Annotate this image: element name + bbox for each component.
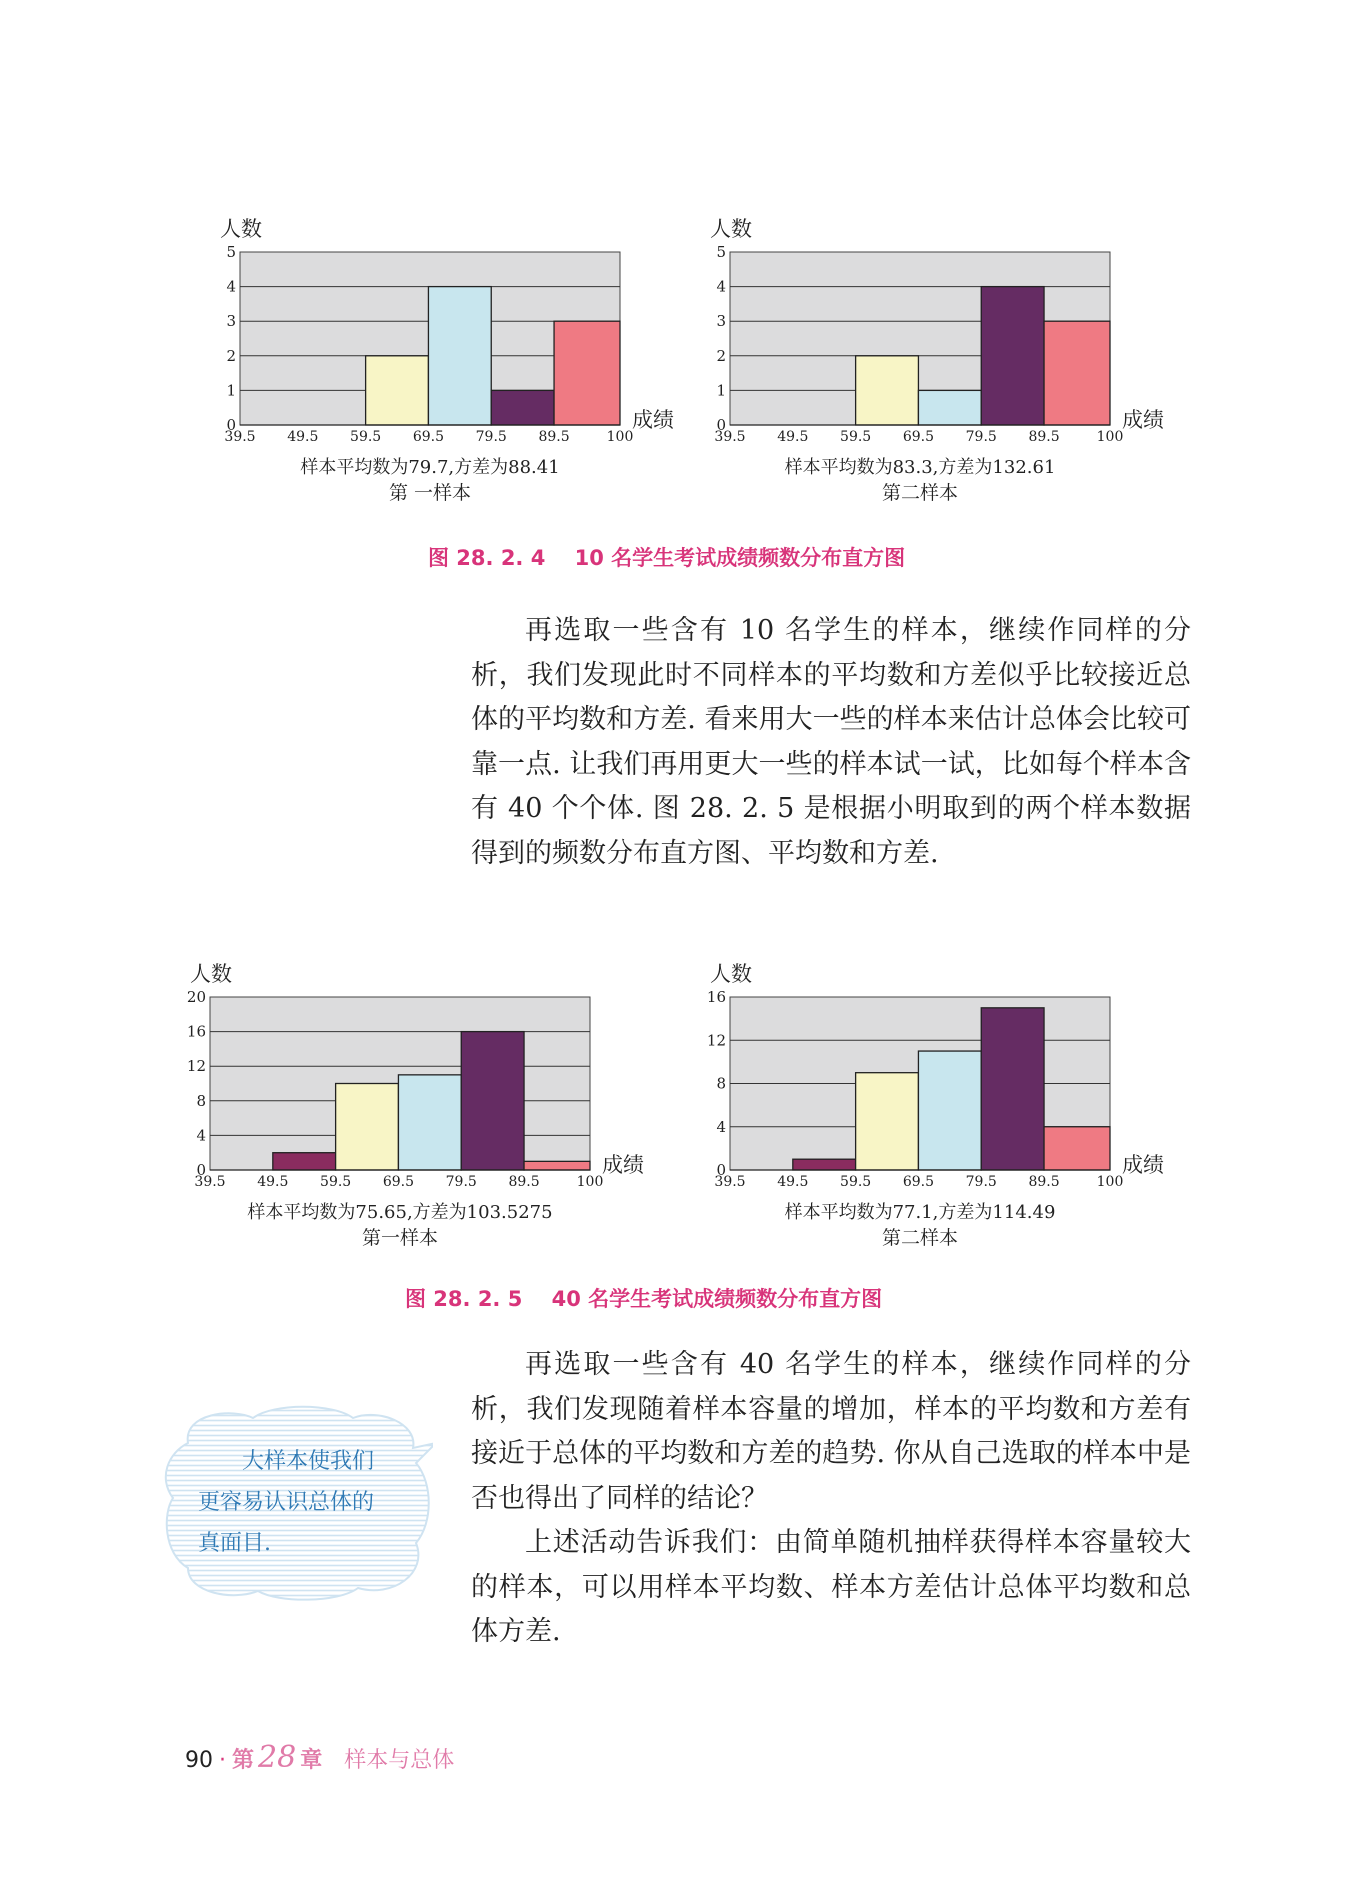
- page-number: 90: [185, 1748, 213, 1773]
- sample-subtitle: 第 一样本: [388, 482, 472, 504]
- figure-caption-28-2-4: 图 28. 2. 4 10 名学生考试成绩频数分布直方图: [428, 546, 906, 570]
- y-tick-label: 3: [716, 312, 726, 331]
- y-tick-label: 2: [226, 346, 236, 365]
- histogram-bar: [793, 1159, 856, 1170]
- x-tick-label: 39.5: [194, 1174, 226, 1190]
- histogram-bar: [918, 390, 981, 425]
- body-paragraph-2: [471, 1343, 1191, 1655]
- x-tick-label: 100: [1096, 429, 1124, 445]
- sample-stats: 样本平均数为83.3,方差为132.61: [784, 457, 1056, 478]
- y-tick-label: 5: [226, 243, 236, 261]
- sample-stats: 样本平均数为77.1,方差为114.49: [784, 1202, 1056, 1223]
- x-tick-label: 49.5: [777, 429, 809, 445]
- y-tick-label: 4: [226, 277, 236, 296]
- histogram-bar: [554, 321, 620, 425]
- y-tick-label: 20: [186, 988, 206, 1006]
- histogram-bar: [398, 1075, 461, 1170]
- x-tick-label: 79.5: [965, 1174, 997, 1190]
- x-tick-label: 39.5: [714, 429, 746, 445]
- x-tick-label: 59.5: [840, 429, 872, 445]
- callout-bubble: [158, 1403, 433, 1603]
- page-footer: [185, 1740, 454, 1775]
- y-tick-label: 4: [716, 277, 726, 296]
- y-tick-label: 12: [706, 1031, 726, 1050]
- histogram-bar: [273, 1153, 336, 1170]
- x-tick-label: 89.5: [508, 1174, 540, 1190]
- histogram-bar: [856, 1073, 919, 1170]
- histogram-bar: [981, 1008, 1044, 1170]
- histogram-bar: [524, 1161, 590, 1170]
- histogram-bar: [428, 287, 491, 425]
- y-tick-label: 16: [186, 1022, 206, 1041]
- x-tick-label: 69.5: [412, 429, 445, 445]
- x-axis-label: 成绩: [632, 408, 674, 432]
- paragraph-text: 再选取一些含有 40 名学生的样本，继续作同样的分析，我们发现随着样本容量的增加，样本的平均数和方差有接近于总体的平均数和方差的趋势. 你从自己选取的样本中是否也得出了同样的结论？: [471, 1349, 1191, 1514]
- footer-separator: ·: [219, 1748, 226, 1773]
- chart-svg: [200, 210, 700, 525]
- histogram-bar: [491, 390, 554, 425]
- x-tick-label: 89.5: [1028, 429, 1060, 445]
- histogram-fig1-sample1: [200, 210, 700, 525]
- histogram-fig2-sample2: [690, 955, 1190, 1270]
- y-tick-label: 2: [716, 346, 726, 365]
- x-tick-label: 69.5: [382, 1174, 415, 1190]
- histogram-bar: [366, 356, 429, 425]
- chart-svg: [690, 210, 1190, 525]
- callout-text: 大样本使我们更容易认识总体的真面目.: [198, 1449, 375, 1556]
- histogram-bar: [336, 1084, 399, 1171]
- histogram-bar: [918, 1051, 981, 1170]
- y-tick-label: 16: [706, 988, 726, 1006]
- paragraph-text: 再选取一些含有 10 名学生的样本，继续作同样的分析，我们发现此时不同样本的平均数和方差似乎比较接近总体的平均数和方差. 看来用大一些的样本来估计总体会比较可靠一点. 让我们再用更大一些的样本试一试，比如每个样本含有 40 个个体. 图 28. 2. 5 是根据小明取到的两个样本数据得到的频数分布直方图、平均数和方差.: [471, 615, 1191, 869]
- paragraph-text: 上述活动告诉我们：由简单随机抽样获得样本容量较大的样本，可以用样本平均数、样本方差估计总体平均数和总体方差.: [471, 1527, 1191, 1647]
- histogram-fig1-sample2: [690, 210, 1190, 525]
- x-tick-label: 89.5: [1028, 1174, 1060, 1190]
- x-tick-label: 49.5: [257, 1174, 289, 1190]
- y-axis-label: 人数: [190, 962, 232, 986]
- x-tick-label: 79.5: [445, 1174, 477, 1190]
- x-tick-label: 49.5: [287, 429, 319, 445]
- y-tick-label: 4: [716, 1117, 726, 1136]
- x-axis-label: 成绩: [602, 1153, 644, 1177]
- y-tick-label: 5: [716, 243, 726, 261]
- chart-svg: [690, 955, 1190, 1270]
- y-tick-label: 0: [226, 416, 236, 434]
- x-tick-label: 100: [1096, 1174, 1124, 1190]
- y-tick-label: 8: [716, 1074, 726, 1093]
- x-tick-label: 100: [606, 429, 634, 445]
- x-tick-label: 39.5: [714, 1174, 746, 1190]
- chapter-prefix: 第: [232, 1748, 255, 1773]
- y-tick-label: 12: [186, 1057, 206, 1076]
- y-axis-label: 人数: [710, 962, 752, 986]
- chapter-number: 28: [258, 1740, 297, 1775]
- y-tick-label: 1: [226, 381, 236, 400]
- x-tick-label: 59.5: [840, 1174, 872, 1190]
- chapter-title: 样本与总体: [344, 1748, 455, 1773]
- y-tick-label: 4: [196, 1126, 206, 1145]
- y-axis-label: 人数: [710, 217, 752, 241]
- y-tick-label: 0: [196, 1161, 206, 1179]
- x-tick-label: 69.5: [902, 1174, 935, 1190]
- sample-subtitle: 第二样本: [881, 1227, 959, 1249]
- x-tick-label: 69.5: [902, 429, 935, 445]
- y-tick-label: 3: [226, 312, 236, 331]
- histogram-bar: [461, 1032, 524, 1170]
- x-tick-label: 100: [576, 1174, 604, 1190]
- x-tick-label: 79.5: [965, 429, 997, 445]
- x-tick-label: 79.5: [475, 429, 507, 445]
- body-paragraph-1: [471, 609, 1191, 876]
- histogram-bar: [1044, 321, 1110, 425]
- histogram-bar: [856, 356, 919, 425]
- histogram-fig2-sample1: [170, 955, 670, 1270]
- y-tick-label: 8: [196, 1091, 206, 1110]
- x-tick-label: 89.5: [538, 429, 570, 445]
- x-tick-label: 59.5: [350, 429, 382, 445]
- y-axis-label: 人数: [220, 217, 262, 241]
- sample-stats: 样本平均数为75.65,方差为103.5275: [247, 1202, 553, 1223]
- sample-subtitle: 第一样本: [361, 1227, 439, 1249]
- x-tick-label: 49.5: [777, 1174, 809, 1190]
- chart-svg: [170, 955, 670, 1270]
- sample-stats: 样本平均数为79.7,方差为88.41: [300, 457, 560, 478]
- y-tick-label: 0: [716, 416, 726, 434]
- histogram-bar: [1044, 1127, 1110, 1170]
- y-tick-label: 1: [716, 381, 726, 400]
- sample-subtitle: 第二样本: [881, 482, 959, 504]
- figure-caption-28-2-5: 图 28. 2. 5 40 名学生考试成绩频数分布直方图: [405, 1287, 883, 1311]
- histogram-bar: [981, 287, 1044, 425]
- x-tick-label: 59.5: [320, 1174, 352, 1190]
- chapter-suffix: 章: [300, 1748, 323, 1773]
- x-axis-label: 成绩: [1122, 1153, 1164, 1177]
- y-tick-label: 0: [716, 1161, 726, 1179]
- x-axis-label: 成绩: [1122, 408, 1164, 432]
- x-tick-label: 39.5: [224, 429, 256, 445]
